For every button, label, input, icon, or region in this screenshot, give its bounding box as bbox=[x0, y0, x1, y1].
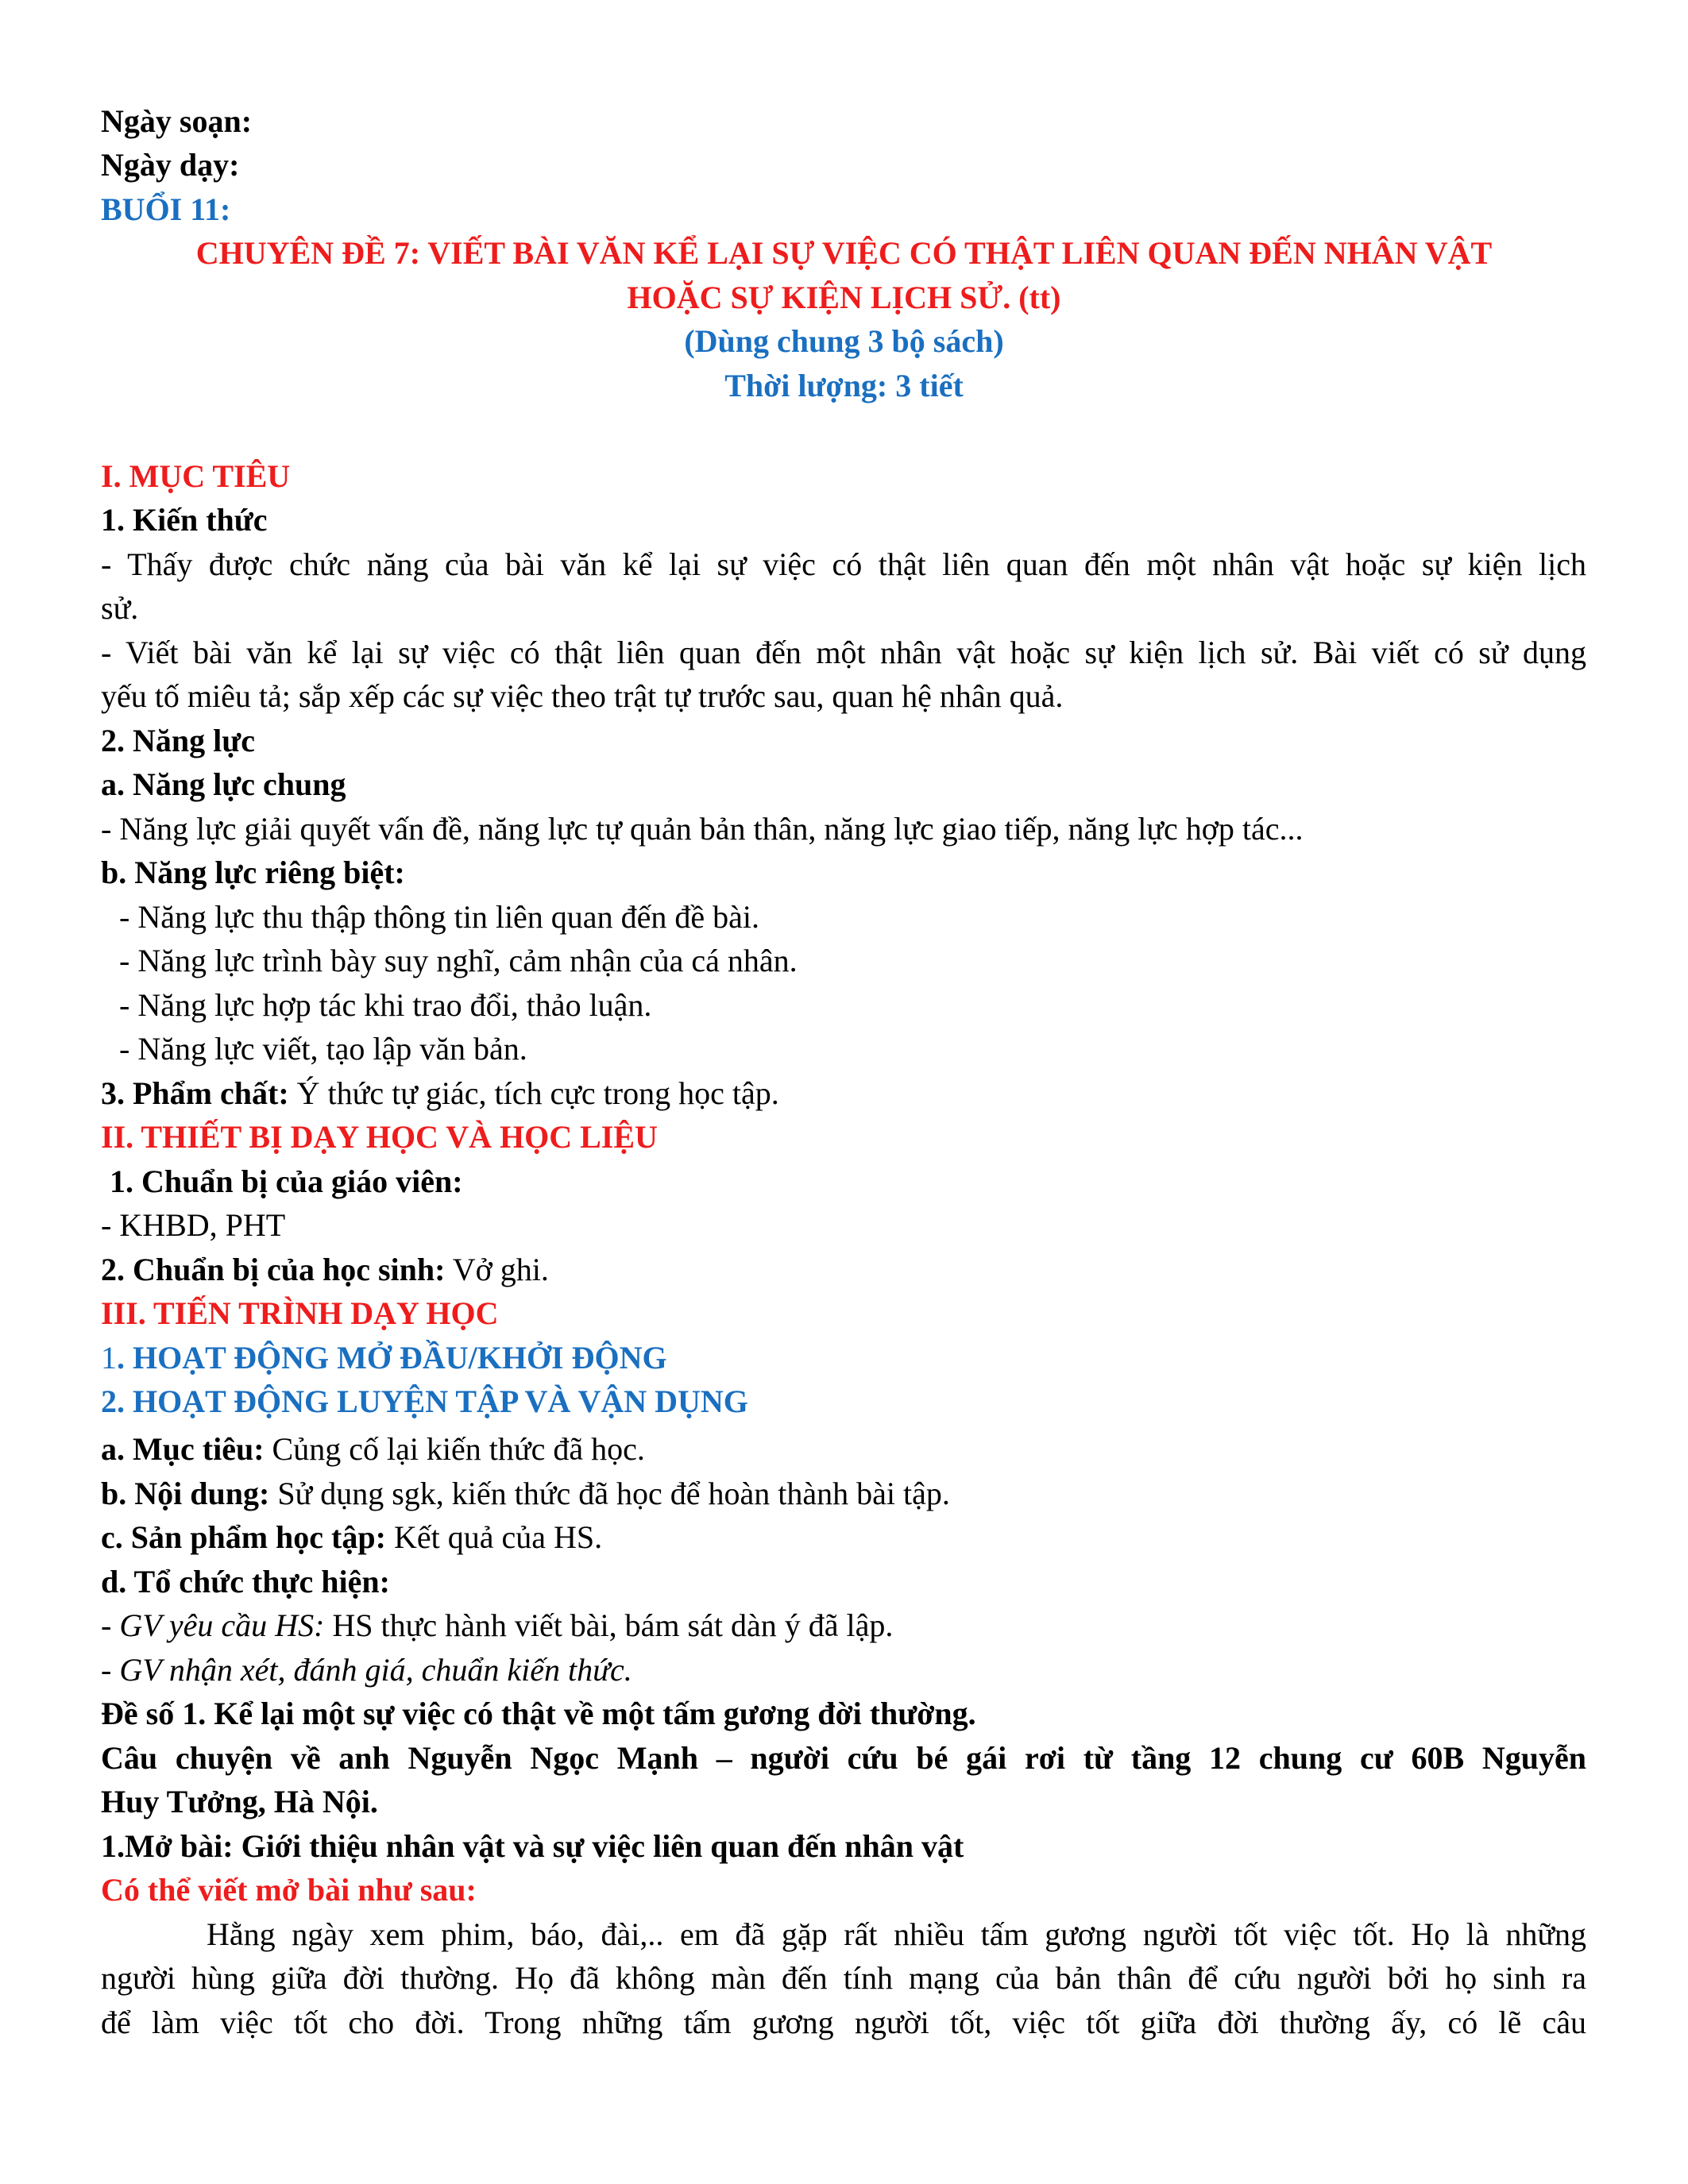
mo-bai-subheading: Có thể viết mở bài như sau: bbox=[101, 1872, 477, 1908]
section-1-heading: I. MỤC TIÊU bbox=[101, 458, 291, 494]
noi-dung-label: b. Nội dung: bbox=[101, 1476, 270, 1511]
to-chuc-line-1 bbox=[101, 1607, 1586, 1643]
to-chuc-line-1-text: HS thực hành viết bài, bám sát dàn ý đã lập. bbox=[324, 1607, 894, 1643]
san-pham-label: c. Sản phẩm học tập: bbox=[101, 1519, 386, 1555]
noi-dung-line bbox=[101, 1478, 1586, 1510]
hs-prep-text: Vở ghi. bbox=[445, 1252, 549, 1287]
pham-chat-text: Ý thức tự giác, tích cực trong học tập. bbox=[288, 1075, 779, 1111]
nang-luc-rieng-item: - Năng lực hợp tác khi trao đổi, thảo luận. bbox=[119, 987, 652, 1023]
duration: Thời lượng: 3 tiết bbox=[724, 368, 964, 403]
title-line-1: CHUYÊN ĐỀ 7: VIẾT BÀI VĂN KỂ LẠI SỰ VIỆC CÓ THẬT LIÊN QUAN ĐẾN NHÂN VẬT bbox=[195, 235, 1493, 271]
paragraph-line-2: người hùng giữa đời thường. Họ đã không màn đến tính mạng của bản thân để cứu người bởi họ sinh ra bbox=[101, 1960, 1586, 1996]
nang-luc-chung-heading: a. Năng lực chung bbox=[101, 766, 346, 802]
hs-prep-line bbox=[101, 1254, 1586, 1286]
mo-bai-heading: 1.Mở bài: Giới thiệu nhân vật và sự việc liên quan đến nhân vật bbox=[101, 1828, 964, 1864]
san-pham-line bbox=[101, 1519, 1586, 1555]
buoi-label: BUỔI 11: bbox=[101, 191, 231, 227]
nang-luc-chung-text: - Năng lực giải quyết vấn đề, năng lực tự quản bản thân, năng lực giao tiếp, năng lực hợp tác... bbox=[101, 811, 1304, 847]
de-so-1-title: Đề số 1. Kể lại một sự việc có thật về một tấm gương đời thường. bbox=[101, 1696, 976, 1731]
nang-luc-rieng-item: - Năng lực thu thập thông tin liên quan đến đề bài. bbox=[119, 899, 759, 935]
kien-thuc-line-3: - Viết bài văn kể lại sự việc có thật liên quan đến một nhân vật hoặc sự kiện lịch sử. Bài viết có sử dụng bbox=[101, 635, 1586, 670]
kien-thuc-heading: 1. Kiến thức bbox=[101, 502, 268, 538]
ngay-soan-label: Ngày soạn: bbox=[101, 103, 253, 139]
nang-luc-rieng-item: - Năng lực viết, tạo lập văn bản. bbox=[119, 1031, 527, 1067]
muc-tieu-label: a. Mục tiêu: bbox=[101, 1431, 265, 1467]
noi-dung-text: Sử dụng sgk, kiến thức đã học để hoàn thành bài tập. bbox=[269, 1476, 950, 1511]
title-line-2: HOẶC SỰ KIỆN LỊCH SỬ. (tt) bbox=[627, 280, 1061, 315]
to-chuc-heading: d. Tổ chức thực hiện: bbox=[101, 1564, 390, 1599]
story-line-2: Huy Tưởng, Hà Nội. bbox=[101, 1784, 378, 1819]
section-3-heading: III. TIẾN TRÌNH DẠY HỌC bbox=[101, 1295, 499, 1331]
ngay-day-label: Ngày dạy: bbox=[101, 147, 240, 183]
nang-luc-rieng-item: - Năng lực trình bày suy nghĩ, cảm nhận của cá nhân. bbox=[119, 943, 798, 978]
hs-prep-label: 2. Chuẩn bị của học sinh: bbox=[101, 1252, 446, 1287]
subtitle: (Dùng chung 3 bộ sách) bbox=[684, 323, 1004, 359]
paragraph-line-1: Hằng ngày xem phim, báo, đài,.. em đã gặp rất nhiều tấm gương người tốt việc tốt. Họ là những bbox=[207, 1916, 1586, 1952]
activity-2-heading: 2. HOẠT ĐỘNG LUYỆN TẬP VÀ VẬN DỤNG bbox=[101, 1383, 748, 1419]
kien-thuc-line-4: yếu tố miêu tả; sắp xếp các sự việc theo trật tự trước sau, quan hệ nhân quả. bbox=[101, 678, 1064, 714]
activity-1-heading bbox=[101, 1342, 1586, 1374]
activity-1-text: . HOẠT ĐỘNG MỞ ĐẦU/KHỞI ĐỘNG bbox=[117, 1340, 667, 1376]
to-chuc-line-2: - GV nhận xét, đánh giá, chuẩn kiến thức. bbox=[101, 1652, 632, 1688]
activity-1-number: 1 bbox=[101, 1340, 117, 1376]
muc-tieu-text: Củng cố lại kiến thức đã học. bbox=[264, 1431, 645, 1467]
kien-thuc-line-1: - Thấy được chức năng của bài văn kể lại sự việc có thật liên quan đến một nhân vật hoặc sự kiện lịch bbox=[101, 546, 1586, 582]
kien-thuc-line-2: sử. bbox=[101, 590, 139, 626]
nang-luc-rieng-heading: b. Năng lực riêng biệt: bbox=[101, 855, 405, 890]
to-chuc-line-1-italic: - GV yêu cầu HS: bbox=[101, 1607, 325, 1643]
story-line-1: Câu chuyện về anh Nguyễn Ngọc Mạnh – người cứu bé gái rơi từ tầng 12 chung cư 60B Nguyễn bbox=[101, 1740, 1586, 1776]
section-2-heading: II. THIẾT BỊ DẠY HỌC VÀ HỌC LIỆU bbox=[101, 1119, 658, 1155]
muc-tieu-line bbox=[101, 1433, 1586, 1465]
gv-prep-text: - KHBD, PHT bbox=[101, 1207, 286, 1243]
san-pham-text: Kết quả của HS. bbox=[385, 1519, 603, 1555]
pham-chat-label: 3. Phẩm chất: bbox=[101, 1075, 289, 1111]
nang-luc-heading: 2. Năng lực bbox=[101, 723, 256, 758]
gv-prep-heading: 1. Chuẩn bị của giáo viên: bbox=[110, 1163, 463, 1199]
pham-chat-line bbox=[101, 1075, 1586, 1111]
paragraph-line-3: để làm việc tốt cho đời. Trong những tấm gương người tốt, việc tốt giữa đời thường ấy, có lẽ câu bbox=[101, 2005, 1586, 2040]
